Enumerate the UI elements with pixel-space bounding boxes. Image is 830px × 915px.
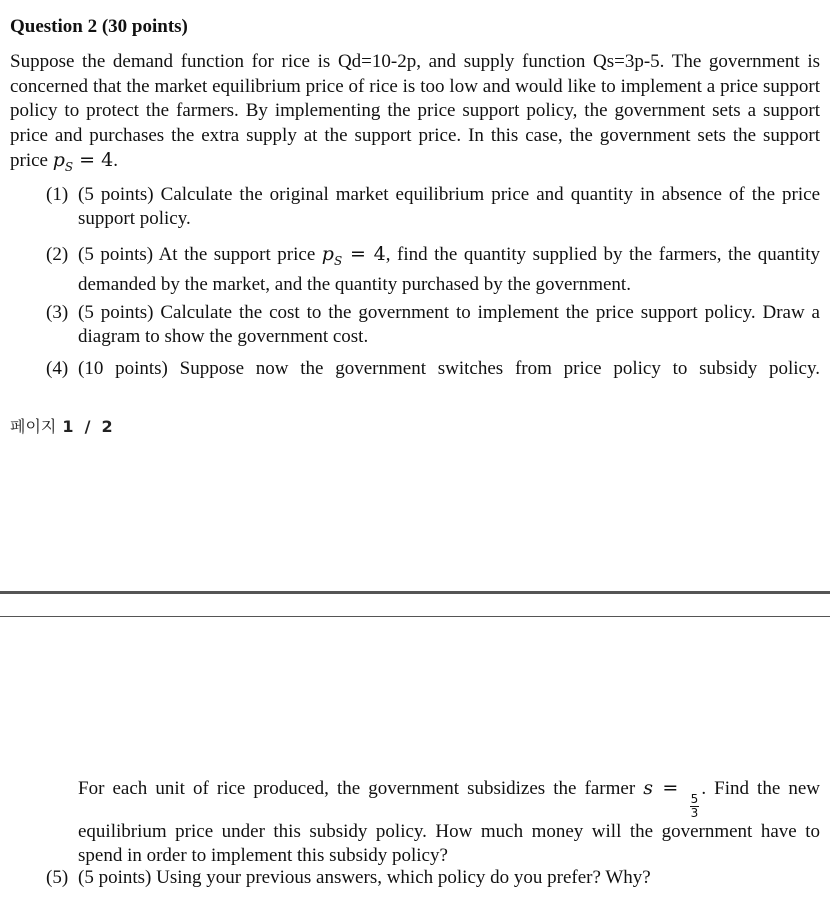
- support-price-formula: $p_S = 4$: [321, 243, 386, 268]
- page-break-divider: [0, 591, 830, 617]
- page-current: 1: [62, 417, 74, 436]
- sub-question-2: [46, 243, 820, 297]
- question-title: Question 2 (30 points): [10, 16, 188, 37]
- page-label: 페이지: [10, 417, 57, 436]
- item-text: For each unit of rice produced, the government subsidizes the farmer s = $\frac{5}{3}$ . Find the new equilibrium price under this subsidy policy. How much money will the government have to spend in order to implement this subsidy policy?: [78, 777, 821, 866]
- item-number: (3): [46, 302, 69, 323]
- subsidy-fraction: $\frac{5}{3}$: [690, 792, 699, 820]
- item-text: (5 points) Using your previous answers, which policy do you prefer? Why?: [78, 867, 651, 888]
- item-number: (1): [46, 184, 69, 205]
- intro-text: Suppose the demand function for rice is Qd=10-2p, and supply function Qs=3p-5. The government is concerned that the market equilibrium price of rice is too low and would like to implement a price support policy to protect the farmers. By implementing the price support policy, the government sets a support price and purchases the extra supply at the support price. In this case, the government sets the support price: [10, 51, 820, 171]
- item-text: (10 points) Suppose now the government switches from price policy to subsidy policy.: [78, 358, 820, 379]
- support-price-formula: $p_S = 4$: [52, 149, 114, 174]
- item-number: (5): [46, 867, 69, 888]
- sub-question-4-continued: [46, 777, 820, 867]
- sub-question-3: [46, 301, 820, 348]
- item-text: (5 points) At the support price $p_S = 4$, find the quantity supplied by the farmers, the quantity demanded by the market, and the quantity purchased by the government.: [78, 243, 821, 296]
- sub-question-4: [46, 357, 820, 381]
- item-text: (5 points) Calculate the original market equilibrium price and quantity in absence of the price support policy.: [78, 184, 820, 229]
- sub-question-1: [46, 183, 820, 230]
- item-number: (2): [46, 244, 69, 265]
- question-intro: Suppose the demand function for rice is Qd=10-2p, and supply function Qs=3p-5. The government is concerned that the market equilibrium price of rice is too low and would like to implement a price support policy to protect the farmers. By implementing the price support policy, the government sets a support price and purchases the extra supply at the support price. In this case, the government sets the support price $p_S = 4$.: [10, 51, 820, 174]
- item-number: (4): [46, 358, 69, 379]
- subsidy-formula: s =: [643, 777, 688, 799]
- page-total: 2: [101, 417, 113, 436]
- sub-question-5: [46, 866, 820, 890]
- page-sep: /: [84, 417, 91, 436]
- item-text: (5 points) Calculate the cost to the government to implement the price support policy. Draw a diagram to show the government cost.: [78, 302, 820, 347]
- page-indicator: [10, 414, 113, 437]
